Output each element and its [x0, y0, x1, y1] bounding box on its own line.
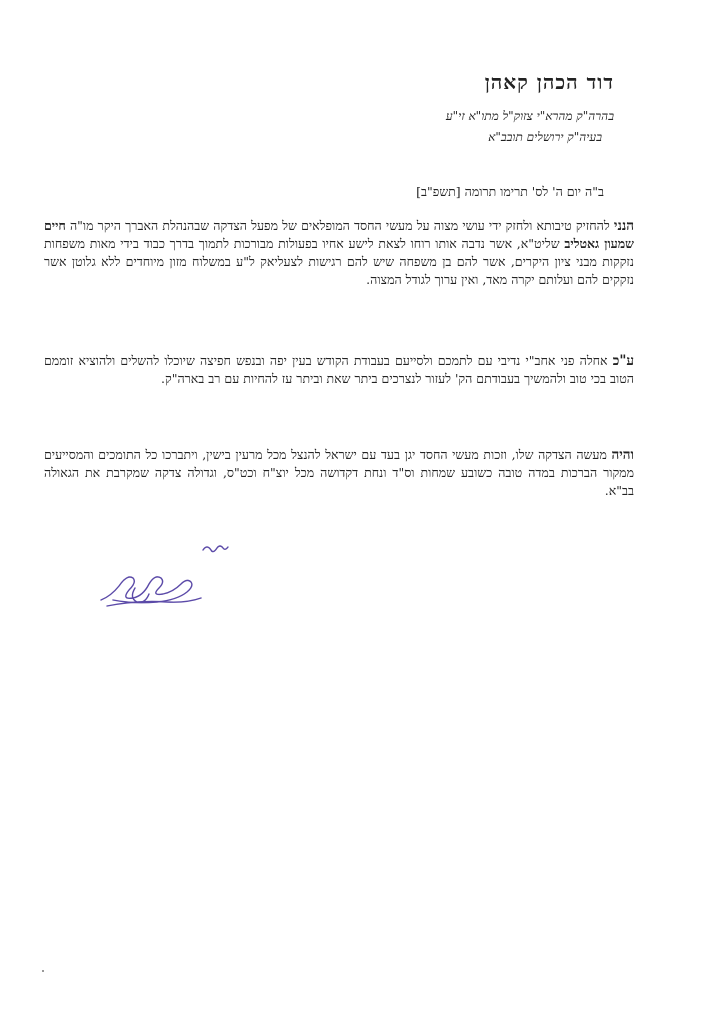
letter-date: ב"ה יום ה' לס' תרימו תרומה [תשפ"ב] [416, 184, 604, 199]
paragraph-1-lead: הנני [613, 218, 634, 234]
paragraph-3-text: מעשה הצדקה שלו, וזכות מעשי החסד יגן בעד עם ישראל להנצל מכל מרעין בישין, ויתברכו כל התומכים והמסייעים ממקור הברכות במדה טובה כשובע שמחות וס"ד ונחת דקדושה מכל יוצ"ח וכט"ס, וגדולה צדקה שמקרבת את הגאולה בב"א. [44, 447, 634, 498]
signature-note-stroke [203, 546, 228, 552]
paragraph-2-text: אחלה פני אחב"י נדיבי עם לתמכם ולסייעם בעבודת הקודש בעין יפה ובנפש חפיצה שיוכלו להשלים ולהוציא זוממם הטוב בכי טוב ולהמשיך בעבודתם הק' לעזור לנצרכים ביתר שאת וביתר עז להחיות עם רב בארה"ק. [44, 353, 634, 386]
paragraph-2-lead: ע"כ [612, 353, 634, 369]
letterhead-name: דוד הכהן קאהן [484, 70, 614, 94]
letterhead-line2: בעיה"ק ירושלים תובב"א [488, 130, 602, 144]
letterhead [446, 70, 614, 145]
letterhead-line1: בהרה"ק מהרא"י צזוק"ל מתו"א זי"ע [445, 109, 614, 123]
paragraph-1-text-a: להחזיק טיבותא ולחזק ידי עושי מצוה על מעשי החסד המופלאים של מפעל הצדקה שבהנהלת האברך היקר מו"ה [65, 218, 614, 233]
paragraph-1 [44, 217, 634, 289]
page-speck [42, 970, 44, 972]
handwritten-signature [95, 540, 235, 620]
paragraph-2 [44, 352, 634, 388]
recipient-name: חיים שמעון גאטליב [44, 218, 635, 251]
paragraph-3-lead: והיה [611, 447, 634, 463]
paragraph-3 [44, 446, 634, 500]
paragraph-1-text-b: שליט"א, אשר נדבה אותו רוחו לצאת לישע אחיו בפעולות מבורכות לתמוך בדרך כבוד בידי מאות משפחות נזקקות מבני ציון היקרים, אשר להם בן משפחה שיש להם רגישות לצעליאק ל"ע במשלוח מזון מיוחדים ללא גלוטן אשר נזקקים להם ועלותם יקרה מאד, ואין ערוך לגודל המצוה. [44, 236, 634, 287]
